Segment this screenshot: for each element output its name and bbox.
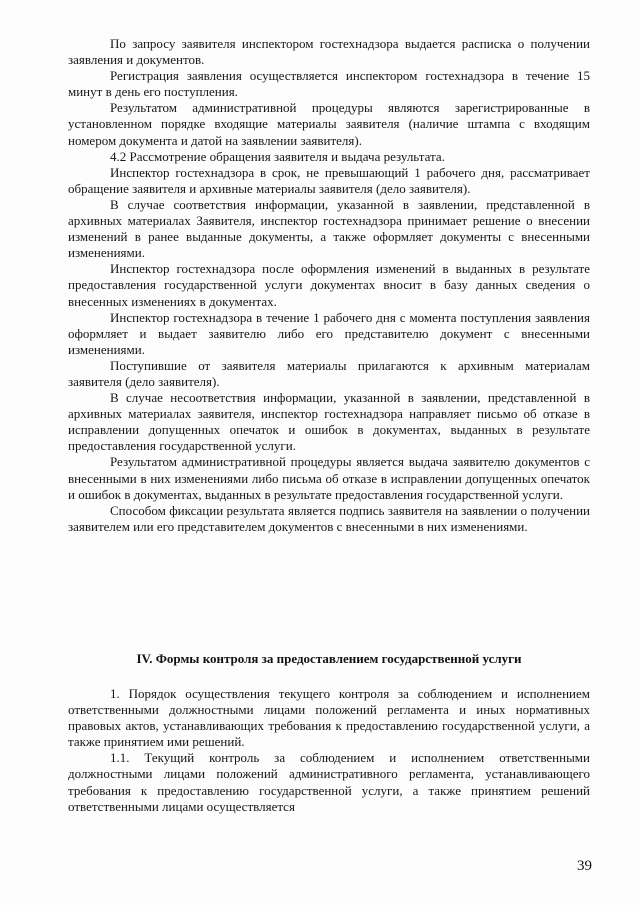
- section-heading: IV. Формы контроля за предоставлением государственной услуги: [136, 651, 522, 666]
- paragraph-issue-document: Инспектор гостехнадзора в течение 1 рабочего дня с момента поступления заявления оформляет и выдает заявителю либо его представителю документ с внесенными изменениями.: [68, 309, 590, 357]
- paragraph-database-entry: Инспектор гостехнадзора после оформления изменений в выданных в результате предоставления государственной услуги документах вносит в базу данных сведения о внесенных изменениях в документах.: [68, 261, 590, 309]
- paragraph-archive: Поступившие от заявителя материалы прилагаются к архивным материалам заявителя (дело заявителя).: [68, 357, 590, 389]
- paragraph-review-term: Инспектор гостехнадзора в срок, не превышающий 1 рабочего дня, рассматривает обращение заявителя и архивные материалы заявителя (дело заявителя).: [68, 164, 590, 196]
- paragraph-match-case: В случае соответствия информации, указанной в заявлении, представленной в архивных материалах Заявителя, инспектор гостехнадзора принимает решение о внесении изменений в ранее выданные документы, а также оформляет документы с внесенными изменениями.: [68, 196, 590, 261]
- paragraph-fixation: Способом фиксации результата является подпись заявителя на заявлении о получении заявителем или его представителем документов с внесенными в них изменениями.: [68, 502, 590, 534]
- body-text: [68, 36, 590, 535]
- page-number: 39: [577, 858, 592, 874]
- paragraph-subsection-4-2: 4.2 Рассмотрение обращения заявителя и выдача результата.: [110, 148, 445, 164]
- paragraph-mismatch-case: В случае несоответствия информации, указанной в заявлении, представленной в архивных материалах заявителя, инспектор гостехнадзора направляет письмо об отказе в исправлении допущенных опечаток и ошибок в документах, выданных в результате предоставления государственной услуги.: [68, 390, 590, 454]
- paragraph-receipt: По запросу заявителя инспектором гостехнадзора выдается расписка о получении заявления и документов.: [68, 36, 590, 68]
- paragraph-control-order: 1. Порядок осуществления текущего контроля за соблюдением и исполнением ответственными должностными лицами положений регламента и иных нормативных правовых актов, устанавливающих требования к предоставлению государственной услуги, а также принятием ими решений.: [68, 686, 590, 750]
- paragraph-registration: Регистрация заявления осуществляется инспектором гостехнадзора в течение 15 минут в день его поступления.: [68, 68, 590, 100]
- paragraph-current-control: 1.1. Текущий контроль за соблюдением и исполнением ответственными должностными лицами положений административного регламента, устанавливающего требования к предоставлению государственной услуги, а также принятием решений ответственными лицами осуществляется: [68, 750, 590, 814]
- paragraph-registration-result: Результатом административной процедуры являются зарегистрированные в установленном порядке входящие материалы заявителя (наличие штампа с входящим номером документа и датой на заявлении заявителя).: [68, 100, 590, 148]
- section-text: [68, 686, 590, 815]
- paragraph-procedure-result: Результатом административной процедуры является выдача заявителю документов с внесенными в них изменениями либо письма об отказе в исправлении допущенных опечаток и ошибок в документах, выданных в результате предоставления государственной услуги.: [68, 454, 590, 502]
